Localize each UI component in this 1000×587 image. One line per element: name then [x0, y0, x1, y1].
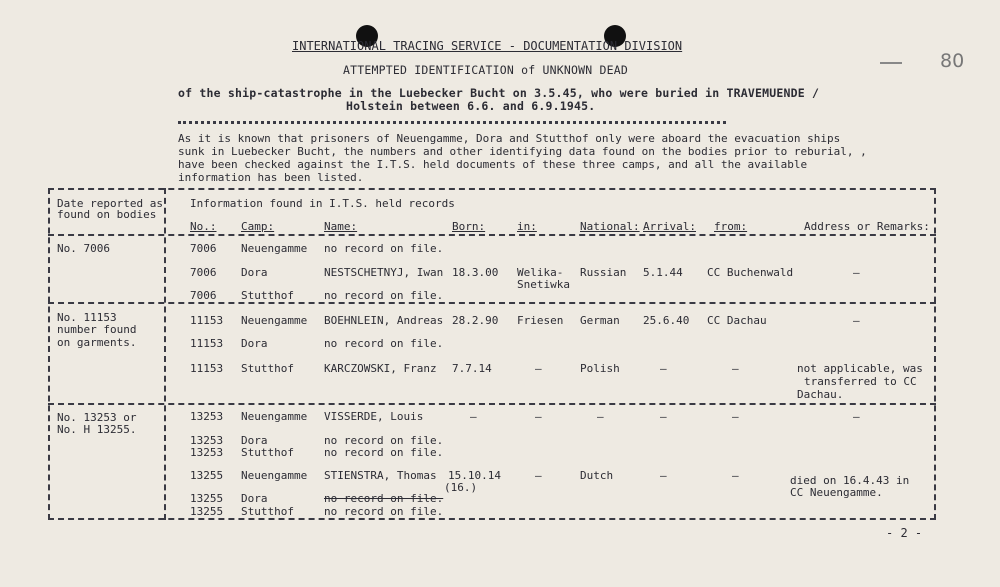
group-label: on garments.: [57, 336, 137, 349]
cell-camp: Stutthof: [241, 289, 294, 302]
cell-no: 7006: [190, 289, 217, 302]
cell-arrival: –: [660, 362, 667, 375]
cell-no: 13255: [190, 492, 224, 505]
cell-born: –: [470, 410, 477, 423]
cell-name: no record on file.: [324, 505, 444, 518]
cell-camp: Neuengamme: [241, 314, 308, 327]
cell-camp: Stutthof: [241, 505, 294, 518]
col-header-national: National:: [580, 220, 640, 233]
cell-name: KARCZOWSKI, Franz: [324, 362, 437, 375]
cell-address-line2: transferred to CC: [804, 375, 917, 388]
cell-born: 28.2.90: [452, 314, 499, 327]
cell-camp: Dora: [241, 434, 268, 447]
cell-camp: Stutthof: [241, 446, 294, 459]
col-header-born: Born:: [452, 220, 486, 233]
col-header-name: Name:: [324, 220, 358, 233]
cell-name: no record on file.: [324, 434, 444, 447]
cell-in: Welika-: [517, 266, 564, 279]
cell-born-line2: (16.): [444, 481, 478, 494]
table-left-border: [48, 188, 50, 520]
col-header-from: from:: [714, 220, 748, 233]
cell-address: –: [853, 266, 860, 279]
cell-address: –: [853, 314, 860, 327]
cell-arrival: 5.1.44: [643, 266, 683, 279]
cell-name: no record on file.: [324, 289, 444, 302]
cell-born: 7.7.14: [452, 362, 492, 375]
cell-born: 15.10.14: [448, 469, 501, 482]
cell-no: 11153: [190, 337, 224, 350]
page-number-top: 80: [940, 50, 965, 72]
header-bottom-border: [48, 234, 936, 236]
cell-address-line2: CC Neuengamme.: [790, 486, 883, 499]
col-header-arrival: Arrival:: [643, 220, 696, 233]
cell-from: –: [732, 362, 739, 375]
table-bottom-border: [48, 518, 936, 520]
group-label: No. 11153: [57, 311, 117, 324]
document-subtitle: ATTEMPTED IDENTIFICATION of UNKNOWN DEAD: [343, 63, 628, 77]
cell-camp: Neuengamme: [241, 410, 308, 423]
cell-in: –: [535, 410, 542, 423]
dotted-separator: [178, 121, 726, 124]
page-number: - 2 -: [886, 526, 923, 540]
intro-line-2: Holstein between 6.6. and 6.9.1945.: [346, 99, 596, 113]
cell-no: 11153: [190, 314, 224, 327]
cell-camp: Neuengamme: [241, 469, 308, 482]
paragraph-line-2: sunk in Luebecker Bucht, the numbers and other identifying data found on the bodies prior to reburial, ,: [178, 145, 867, 158]
cell-name: STIENSTRA, Thomas: [324, 469, 437, 482]
cell-national: Polish: [580, 362, 620, 375]
cell-national: Russian: [580, 266, 627, 279]
cell-no: 13253: [190, 446, 224, 459]
cell-no: 13253: [190, 434, 224, 447]
document-title: INTERNATIONAL TRACING SERVICE - DOCUMENTATION DIVISION: [292, 39, 683, 53]
group-label: No. 7006: [57, 242, 110, 255]
cell-camp: Dora: [241, 492, 268, 505]
cell-address: died on 16.4.43 in: [790, 474, 910, 487]
col-header-address: Address or Remarks:: [804, 220, 930, 233]
cell-name: no record on file.: [324, 242, 444, 255]
cell-camp: Dora: [241, 266, 268, 279]
cell-camp: Dora: [241, 337, 268, 350]
group-label: number found: [57, 323, 137, 336]
col-header-camp: Camp:: [241, 220, 275, 233]
cell-born: 18.3.00: [452, 266, 499, 279]
cell-name: no record on file.: [324, 492, 444, 505]
cell-in: Friesen: [517, 314, 564, 327]
cell-arrival: 25.6.40: [643, 314, 690, 327]
cell-camp: Stutthof: [241, 362, 294, 375]
intro-line-1: of the ship-catastrophe in the Luebecker Bucht on 3.5.45, who were buried in TRAVEMUENDE /: [178, 86, 820, 100]
cell-in: –: [535, 362, 542, 375]
cell-name: no record on file.: [324, 337, 444, 350]
cell-no: 7006: [190, 266, 217, 279]
paragraph-line-4: information has been listed.: [178, 171, 364, 184]
group1-bottom-border: [48, 302, 936, 304]
cell-address: –: [853, 410, 860, 423]
paragraph-line-1: As it is known that prisoners of Neuengamme, Dora and Stutthof only were aboard the evacuation ships: [178, 132, 841, 145]
left-header-line-1: Date reported as: [57, 197, 163, 210]
cell-address-line3: Dachau.: [797, 388, 844, 401]
col-header-in: in:: [517, 220, 537, 233]
table-right-border: [934, 188, 936, 520]
cell-from: –: [732, 410, 739, 423]
cell-no: 13255: [190, 505, 224, 518]
table-top-border: [48, 188, 936, 190]
cell-national: German: [580, 314, 620, 327]
cell-address: not applicable, was: [797, 362, 923, 375]
cell-name: BOEHNLEIN, Andreas: [324, 314, 444, 327]
cell-camp: Neuengamme: [241, 242, 308, 255]
column-divider: [164, 188, 166, 520]
cell-no: 7006: [190, 242, 217, 255]
cell-no: 13255: [190, 469, 224, 482]
right-header: Information found in I.T.S. held records: [190, 197, 455, 210]
cell-in: –: [535, 469, 542, 482]
cell-arrival: –: [660, 469, 667, 482]
cell-in-line2: Snetiwka: [517, 278, 570, 291]
cell-national: –: [597, 410, 604, 423]
cell-from: CC Buchenwald: [707, 266, 794, 279]
cell-name: NESTSCHETNYJ, Iwan: [324, 266, 444, 279]
left-header-line-2: found on bodies: [57, 208, 157, 221]
cell-from: –: [732, 469, 739, 482]
group2-bottom-border: [48, 403, 936, 405]
group-label: No. 13253 or: [57, 411, 137, 424]
paragraph-line-3: have been checked against the I.T.S. held documents of these three camps, and all the available: [178, 158, 808, 171]
top-right-mark: [880, 62, 902, 64]
cell-national: Dutch: [580, 469, 614, 482]
cell-from: CC Dachau: [707, 314, 767, 327]
col-header-no: No.:: [190, 220, 217, 233]
cell-no: 11153: [190, 362, 224, 375]
cell-name: VISSERDE, Louis: [324, 410, 424, 423]
cell-name: no record on file.: [324, 446, 444, 459]
cell-no: 13253: [190, 410, 224, 423]
cell-arrival: –: [660, 410, 667, 423]
group-label: No. H 13255.: [57, 423, 137, 436]
